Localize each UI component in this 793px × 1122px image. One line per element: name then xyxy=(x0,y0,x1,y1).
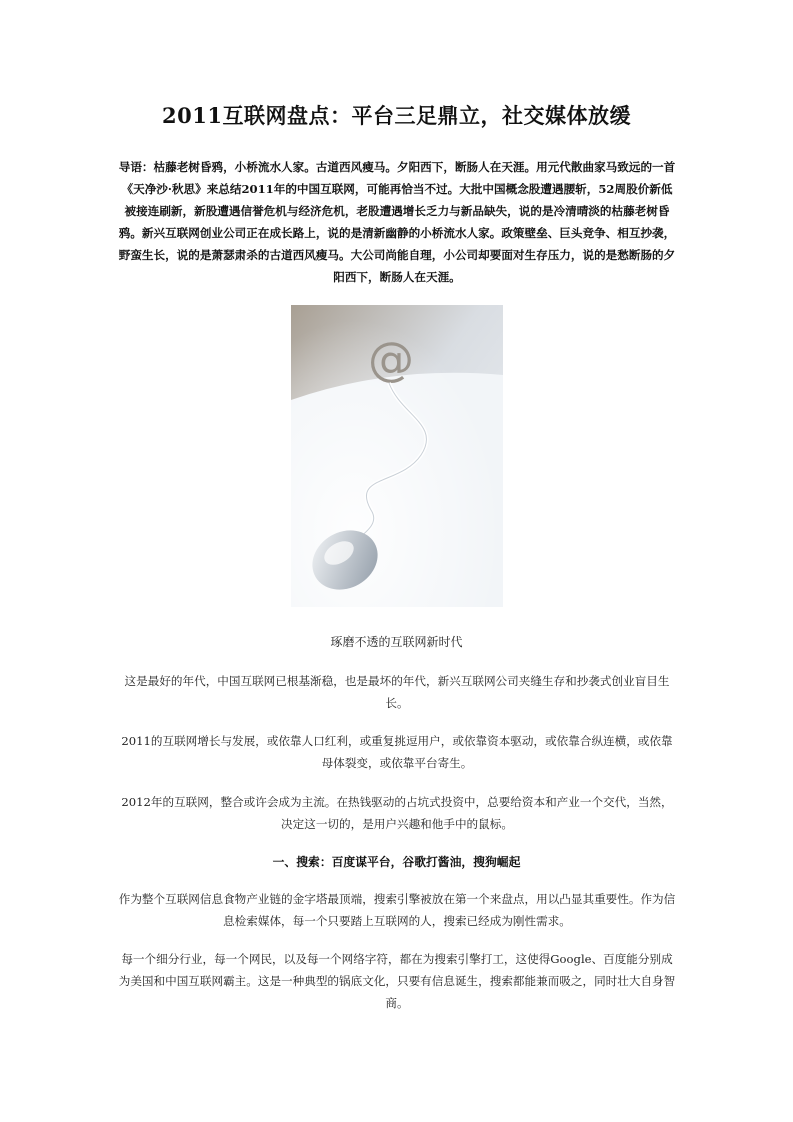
paragraph-3: 2012年的互联网，整合或许会成为主流。在热钱驱动的占坑式投资中，总要给资本和产业一个交代，当然，决定这一切的，是用户兴趣和他手中的鼠标。 xyxy=(121,795,673,831)
intro-paragraph: 导语：枯藤老树昏鸦，小桥流水人家。古道西风瘦马。夕阳西下，断肠人在天涯。用元代散曲家马致远的一首《天净沙·秋思》来总结2011年的中国互联网，可能再恰当不过。大批中国概念股遭遇腰斩，52周股价新低被接连刷新，新股遭遇信誉危机与经济危机，老股遭遇增长乏力与新品缺失，说的是冷清晴淡的枯藤老树昏鸦。新兴互联网创业公司正在成长路上，说的是清新幽静的小桥流水人家。政策壁垒、巨头竞争、相互抄袭，野蛮生长，说的是萧瑟肃杀的古道西风瘦马。大公司尚能自理，小公司却要面对生存压力，说的是愁断肠的夕阳西下，断肠人在天涯。 xyxy=(118,160,676,284)
section-paragraph-2: 每一个细分行业，每一个网民，以及每一个网络字符，都在为搜索引擎打工，这使得Google、百度能分别成为美国和中国互联网霸主。这是一种典型的锅底文化，只要有信息诞生，搜索都能兼而吸之，同时壮大自身智商。 xyxy=(118,952,676,1010)
page-title: 2011互联网盘点：平台三足鼎立，社交媒体放缓 xyxy=(162,103,631,128)
image-caption: 琢磨不透的互联网新时代 xyxy=(330,635,463,649)
svg-text:@: @ xyxy=(368,332,414,386)
section-heading-search: 一、搜索：百度谋平台，谷歌打酱油，搜狗崛起 xyxy=(272,855,521,869)
paragraph-2: 2011的互联网增长与发展，或依靠人口红利，或重复挑逗用户，或依靠资本驱动，或依靠合纵连横，或依靠母体裂变，或依靠平台寄生。 xyxy=(121,734,673,770)
at-sign-mouse-photo-icon xyxy=(291,305,503,607)
paragraph-1: 这是最好的年代，中国互联网已根基渐稳，也是最坏的年代，新兴互联网公司夹缝生存和抄袭式创业盲目生长。 xyxy=(124,674,670,710)
mouse-photo xyxy=(291,305,503,607)
section-paragraph-1: 作为整个互联网信息食物产业链的金字塔最顶端，搜索引擎被放在第一个来盘点，用以凸显其重要性。作为信息检索媒体，每一个只要踏上互联网的人，搜索已经成为刚性需求。 xyxy=(118,892,676,928)
